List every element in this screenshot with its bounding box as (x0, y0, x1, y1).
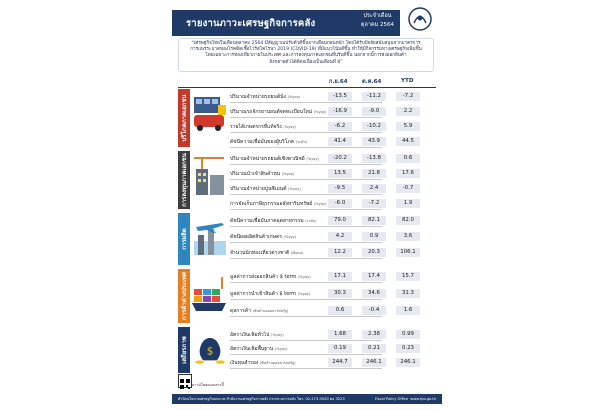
row-divider (230, 209, 382, 210)
value-sep: -6.2 (328, 122, 352, 131)
row-divider (230, 164, 382, 165)
value-ytd: 5.9 (396, 122, 420, 131)
row-divider (230, 299, 382, 300)
section-sidebar (178, 151, 190, 209)
value-sep: 1.68 (328, 330, 352, 339)
indicator-label (230, 249, 303, 257)
indicator-label (230, 273, 311, 281)
qr-code-icon[interactable] (178, 374, 192, 388)
value-ytd: 1.9 (396, 199, 420, 208)
indicator-unit: (ระดับ) (305, 219, 317, 223)
indicator-label (230, 170, 294, 178)
value-oct: 2.38 (362, 330, 386, 339)
indicator-name: ดัชนีผลผลิตสินค้าเกษตร (230, 234, 282, 240)
row-divider (230, 194, 382, 195)
row-divider (230, 354, 382, 355)
footer-website[interactable] (375, 394, 436, 404)
footer-org-contact: สำนักนโยบายเศรษฐกิจมหภาค สำนักงานเศรษฐกิจการคลัง กระทรวงการคลัง โทร. 02-273-9020 ต่อ 3223 (178, 397, 345, 401)
value-sep: 0.19 (328, 344, 352, 353)
value-ytd: 31.3 (396, 289, 420, 298)
indicator-label (230, 359, 296, 367)
value-sep: 41.4 (328, 137, 352, 146)
indicator-name: ดุลการค้า (230, 308, 251, 314)
section-title: การลงทุนภาคเอกชน (181, 153, 188, 207)
indicator-row (230, 168, 436, 180)
row-divider (230, 117, 382, 118)
value-ytd: 106.1 (396, 248, 420, 257)
indicator-row (230, 343, 436, 355)
car-icon (192, 93, 228, 137)
column-header-sep: ก.ย.64 (329, 79, 348, 85)
indicator-unit: (%yoy) (281, 172, 295, 176)
indicator-name: ปริมาณนำเข้าสินค้าทุน (230, 171, 281, 177)
value-sep: 13.5 (328, 169, 352, 178)
indicator-unit: (%yoy) (274, 347, 288, 351)
indicator-row (230, 215, 436, 227)
indicator-label (230, 138, 307, 146)
indicator-row (230, 247, 436, 259)
footer-org-name: Fiscal Policy Office (375, 397, 408, 401)
indicator-label (230, 108, 326, 116)
indicator-name: จำนวนนักท่องเที่ยวต่างชาติ (230, 250, 290, 256)
svg-text:$: $ (206, 345, 214, 358)
value-ytd: 2.2 (396, 107, 420, 116)
indicator-label (230, 217, 317, 225)
indicator-name: ปริมาณจำหน่ายรถยนต์นั่ง (230, 94, 286, 100)
row-divider (230, 226, 382, 227)
indicator-row (230, 305, 436, 317)
value-oct: -10.2 (362, 122, 386, 131)
indicator-label (230, 290, 310, 298)
value-oct: -0.4 (362, 306, 386, 315)
indicator-name: มูลค่าการส่งออกสินค้า $ term (230, 274, 297, 280)
indicator-row (230, 198, 436, 210)
value-oct: 21.8 (362, 169, 386, 178)
value-oct: -13.8 (362, 154, 386, 163)
summary-box (178, 38, 434, 72)
indicator-name: ดัชนีความเชื่อมั่นภาคอุตสาหกรรม (230, 218, 304, 224)
value-sep: -6.0 (328, 199, 352, 208)
money-bag-icon (192, 331, 228, 369)
row-divider (230, 282, 382, 283)
report-header (172, 10, 400, 36)
footer-bar (172, 394, 442, 404)
indicator-label (230, 155, 319, 163)
report-month-box (361, 12, 394, 30)
indicator-row (230, 231, 436, 243)
indicator-unit: (พันคน) (290, 251, 304, 255)
indicator-unit: (%yoy) (313, 110, 327, 114)
indicator-row (230, 136, 436, 148)
value-oct: 2.4 (362, 184, 386, 193)
value-oct: -9.0 (362, 107, 386, 116)
indicator-row (230, 121, 436, 133)
value-oct: 0.21 (362, 344, 386, 353)
indicator-row (230, 153, 436, 165)
indicator-row (230, 357, 436, 369)
issue-label: ประจำเดือน (363, 13, 392, 19)
indicator-unit: (%yoy) (270, 333, 284, 337)
indicator-row (230, 91, 436, 103)
value-oct: 34.6 (362, 289, 386, 298)
indicator-label (230, 233, 296, 241)
column-header-oct: ต.ค.64 (362, 79, 382, 85)
value-ytd: 0.6 (396, 154, 420, 163)
value-sep: -20.2 (328, 154, 352, 163)
section-sidebar (178, 89, 190, 147)
value-sep: 12.2 (328, 248, 352, 257)
value-ytd: -7.2 (396, 92, 420, 101)
indicator-row (230, 288, 436, 300)
value-oct: 82.1 (362, 216, 386, 225)
crane-icon (192, 155, 228, 199)
value-ytd: 82.0 (396, 216, 420, 225)
qr-pattern (179, 378, 191, 390)
section-sidebar (178, 213, 190, 265)
value-ytd: 15.7 (396, 272, 420, 281)
column-header-ytd: YTD (401, 78, 414, 84)
indicator-name: ปริมาณรถจักรยานยนต์จดทะเบียนใหม่ (230, 109, 313, 115)
indicator-unit: (%yoy) (288, 187, 301, 191)
indicator-label (230, 123, 296, 131)
value-sep: -13.5 (328, 92, 352, 101)
section-private-investment (178, 151, 436, 209)
value-oct: 20.3 (362, 248, 386, 257)
economic-report-sheet (172, 6, 442, 404)
value-sep: 0.6 (328, 306, 352, 315)
value-sep: 30.3 (328, 289, 352, 298)
qr-caption: ดาวน์โหลดเอกสารนี้ (192, 383, 224, 387)
section-production (178, 213, 436, 265)
indicator-name: ปริมาณจำหน่ายรถยนต์เชิงพาณิชย์ (230, 156, 305, 162)
indicator-unit: (%yoy) (287, 95, 301, 99)
indicator-unit: (%yoy) (313, 202, 327, 206)
indicator-unit: (ระดับ) (295, 140, 307, 144)
footer-url: www.fpo.go.th (410, 397, 436, 401)
value-sep: -9.5 (328, 184, 352, 193)
value-ytd: 17.6 (396, 169, 420, 178)
summary-line: โดยเฉพาะการท่องเที่ยวภายในประเทศ และการลงทุนภาคเอกชนที่ปรับดีขึ้น นอกจากนี้การส่งออกสินค้า (205, 53, 407, 59)
row-divider (230, 179, 382, 180)
report-title: รายงานภาวะเศรษฐกิจการคลัง (186, 18, 316, 29)
section-title: บริโภคภาคเอกชน (181, 94, 188, 142)
issue-month: ตุลาคม 2564 (360, 22, 394, 28)
value-ytd: 246.1 (396, 358, 420, 367)
indicator-name: ดัชนีความเชื่อมั่นของผู้บริโภค (230, 139, 295, 145)
row-divider (230, 242, 382, 243)
indicator-name: มูลค่าการนำเข้าสินค้า $ term (230, 291, 297, 297)
indicator-name: เงินทุนสำรอง (230, 360, 259, 366)
row-divider (230, 102, 382, 103)
indicator-name: อัตราเงินเฟ้อพื้นฐาน (230, 346, 274, 352)
indicator-name: รายได้เกษตรกรที่แท้จริง (230, 124, 282, 130)
indicator-label (230, 307, 288, 315)
airplane-icon (192, 217, 228, 261)
row-divider (230, 132, 382, 133)
value-sep: 4.2 (328, 232, 352, 241)
fpo-logo-icon (404, 6, 436, 36)
ship-container-icon (192, 273, 228, 317)
value-ytd: 44.5 (396, 137, 420, 146)
value-sep: -16.9 (328, 107, 352, 116)
value-ytd: 0.99 (396, 330, 420, 339)
value-oct: -7.2 (362, 199, 386, 208)
indicator-unit: (%yoy) (306, 157, 319, 161)
indicator-row (230, 106, 436, 118)
section-title: การค้าต่างประเทศ (181, 272, 188, 320)
value-sep: 244.7 (328, 358, 352, 367)
indicator-unit: (%yoy) (298, 275, 311, 279)
value-sep: 79.0 (328, 216, 352, 225)
summary-line: การแพร่ระบาดของโรคติดเชื้อไวรัสโคโรนา 2019 (COVID-19) ที่มีแนวโน้มดีขึ้น ทำให้มีกิจกรรมทางเศรษฐกิจเพิ่มขึ้น (190, 47, 422, 53)
column-header-divider (178, 87, 436, 88)
section-sidebar (178, 327, 190, 373)
indicator-label (230, 185, 301, 193)
value-ytd: 1.6 (396, 306, 420, 315)
summary-line: ยังขยายตัวได้ดีต่อเนื่องเป็นเดือนที่ 8” (269, 59, 343, 65)
value-oct: 246.1 (362, 358, 386, 367)
row-divider (230, 147, 382, 148)
value-oct: -11.2 (362, 92, 386, 101)
row-divider (230, 316, 382, 317)
indicator-row (230, 271, 436, 283)
indicator-unit: (พันล้านดอลลาร์สหรัฐ) (252, 309, 289, 313)
indicator-unit: (พันล้านดอลลาร์สหรัฐ) (259, 361, 296, 365)
value-ytd: -0.7 (396, 184, 420, 193)
indicator-unit: (%yoy) (283, 235, 297, 239)
row-divider (230, 340, 382, 341)
section-foreign-trade (178, 269, 436, 323)
section-stability (178, 327, 436, 373)
section-title: การผลิต (181, 228, 188, 250)
value-sep: 17.1 (328, 272, 352, 281)
row-divider (230, 258, 382, 259)
summary-line: “เศรษฐกิจไทยในเดือนตุลาคม 2564 มีสัญญาณปรับตัวดีขึ้นจากเดือนก่อนหน้า โดยได้รับปัจจัยสนับสนุนจากมาตรการ (191, 41, 421, 46)
indicator-name: อัตราเงินเฟ้อทั่วไป (230, 332, 270, 338)
indicator-label (230, 200, 327, 208)
value-oct: 0.9 (362, 232, 386, 241)
section-sidebar (178, 269, 190, 323)
indicator-label (230, 93, 300, 101)
value-oct: 43.9 (362, 137, 386, 146)
indicator-unit: (%yoy) (297, 292, 311, 296)
indicator-label (230, 345, 288, 353)
indicator-label (230, 331, 284, 339)
value-oct: 17.4 (362, 272, 386, 281)
section-private-consumption (178, 89, 436, 147)
section-title: เสถียรภาพ (181, 336, 188, 364)
indicator-row (230, 329, 436, 341)
indicator-unit: (%yoy) (283, 125, 296, 129)
indicator-name: ปริมาณจำหน่ายปูนซีเมนต์ (230, 186, 287, 192)
value-ytd: 0.23 (396, 344, 420, 353)
value-ytd: 3.6 (396, 232, 420, 241)
indicator-name: การจัดเก็บภาษีธุรกรรมอสังหาริมทรัพย์ (230, 201, 313, 207)
indicator-row (230, 183, 436, 195)
row-divider (230, 368, 382, 369)
